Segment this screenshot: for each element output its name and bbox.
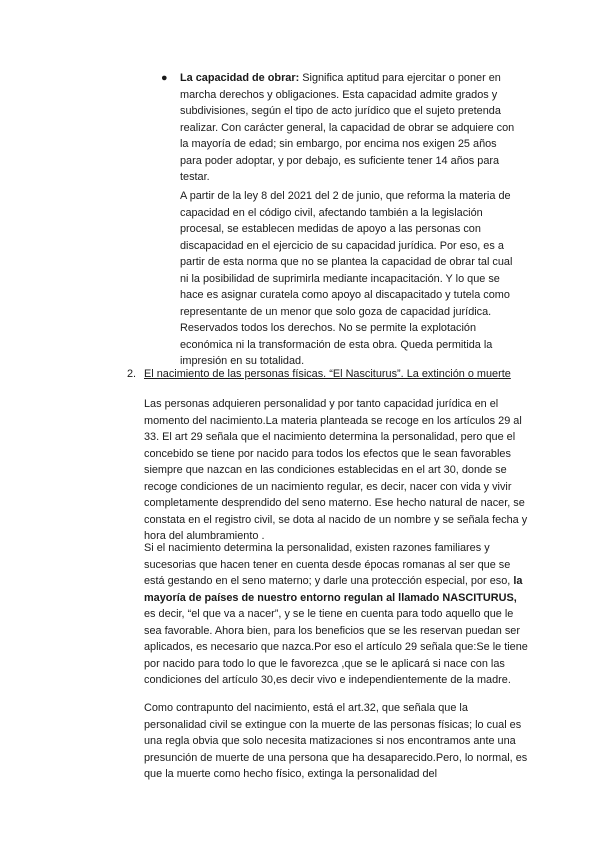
paragraph-extincion: Como contrapunto del nacimiento, está el art.32, que señala que la personalidad civil se extingue con la muerte de las personas físicas; lo cual es una regla obvia que solo necesita matizaciones si nos encontramos ante una presunción de muerte de una persona que ha desaparecido.Pero, lo normal, es que la muerte como hecho físico, extinga la personalidad del: [144, 702, 528, 780]
paragraph-nacimiento: Las personas adquieren personalidad y por tanto capacidad jurídica en el momento del nacimiento.La materia planteada se recoge en los artículos 29 al 33. El art 29 señala que el nacimiento determina la personalidad, pero que el concebido se tiene por nacido para todos los efectos que le sean favorables siempre que nazcan en las condiciones establecidas en el art 30, donde se recoge condiciones de un nacimiento regular, es decir, nacer con vida y vivir completamente desprendido del seno materno. Ese hecho natural de nacer, se constata en el registro civil, se dota al nacido de un nombre y se señala fecha y hora del alumbramiento .: [144, 398, 528, 542]
para3-bold: la mayoría de países de nuestro entorno regulan al llamado NASCITURUS,: [144, 575, 523, 604]
bullet-term: La capacidad de obrar:: [180, 72, 300, 84]
section-number: 2.: [127, 368, 137, 380]
bullet-text: Significa aptitud para ejercitar o poner en marcha derechos y obligaciones. Esta capacidad admite grados y subdivisiones, según el tipo de acto jurídico que el sujeto pretenda realizar. Con carácter general, la capacidad de obrar se adquiere con la mayoría de edad; sin embargo, por encima nos exigen 25 años para poder adoptar, y por debajo, es suficiente tener 14 años para testar.: [180, 72, 515, 183]
section-heading: El nacimiento de las personas físicas. “El Nasciturus”. La extinción o muerte: [144, 368, 511, 380]
bullet-capacidad-obrar: [180, 70, 520, 186]
bullet-icon: ●: [161, 72, 168, 84]
para3-before: Si el nacimiento determina la personalidad, existen razones familiares y sucesorias que hacen tener en cuenta desde épocas romanas al ser que se está gestando en el seno materno; y darle una protección especial, por eso,: [144, 542, 514, 587]
paragraph-ley-8-2021: A partir de la ley 8 del 2021 del 2 de junio, que reforma la materia de capacidad en el código civil, afectando también a la legislación procesal, se establecen medidas de apoyo a las personas con discapacidad en el ejercicio de su capacidad jurídica. Por eso, es a partir de esta norma que no se plantea la capacidad de obrar tal cual ni la posibilidad de suprimirla mediante incapacitación. Y lo que se hace es asignar curatela como apoyo al discapacitado y tutela como representante de un menor que solo goza de capacidad jurídica. Reservados todos los derechos. No se permite la explotación económica ni la transformación de esta obra. Queda permitida la impresión en su totalidad.: [180, 190, 513, 367]
paragraph-nasciturus: [144, 540, 529, 689]
para3-after: es decir, “el que va a nacer”, y se le tiene en cuenta para todo aquello que le sea favorable. Ahora bien, para los beneficios que se les reservan puedan ser aplicados, es necesario que nazca.Por eso el artículo 29 señala que:Se le tiene por nacido para todo lo que le favorezca ,que se le aplicará si nace con las condiciones del artículo 30,es decir vivo e independientemente de la madre.: [144, 608, 528, 686]
